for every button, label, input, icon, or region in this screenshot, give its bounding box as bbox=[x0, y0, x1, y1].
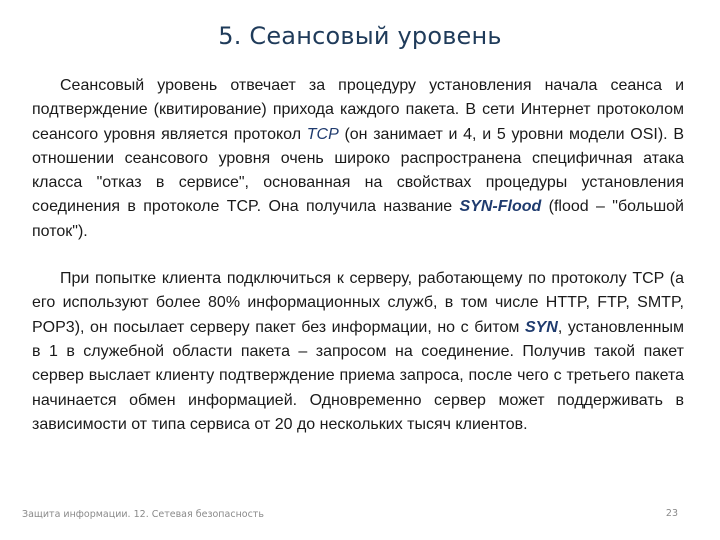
paragraph-2 bbox=[32, 267, 684, 437]
footer-caption: Защита информации. 12. Сетевая безопасность bbox=[22, 509, 264, 520]
paragraph-2-text-b: , установленным в 1 в служебной области пакета – запросом на соединение. Получив такой пакет сервер выслает клиенту подтверждение приема запроса, после чего с третьего пакета начинается обмен информацией. Одновременно сервер может поддерживать в зависимости от типа сервиса от 20 до нескольких тысяч клиентов. bbox=[32, 318, 684, 433]
paragraph-1 bbox=[32, 74, 684, 244]
keyword-tcp: TCP bbox=[306, 125, 339, 143]
paragraph-1-text-c: (flood – "большой поток"). bbox=[32, 198, 684, 240]
keyword-syn: SYN bbox=[524, 318, 558, 336]
paragraph-1-text-a: Сеансовый уровень отвечает за процедуру установления начала сеанса и подтверждение (квитирование) прихода каждого пакета. В сети Интернет протоколом сеансого уровня является протокол bbox=[32, 77, 684, 143]
paragraph-2-text-a: При попытке клиента подключиться к серверу, работающему по протоколу TCP (а его используют более 80% информационных служб, в том числе HTTP, FTP, SMTP, POP3), он посылает серверу пакет без информации, но с битом bbox=[32, 270, 684, 336]
slide-title: 5. Сеансовый уровень bbox=[218, 22, 502, 50]
keyword-syn-flood: SYN-Flood bbox=[459, 198, 542, 216]
slide-body bbox=[32, 74, 684, 437]
paragraph-1-text-b: (он занимает и 4, и 5 уровни модели OSI). В отношении сеансового уровня очень широко распространена специфичная атака класса "отказ в сервисе", основанная на свойствах процедуры установления соединения в протоколе TCP. Она получила название bbox=[32, 125, 685, 216]
page-number: 23 bbox=[665, 508, 678, 519]
